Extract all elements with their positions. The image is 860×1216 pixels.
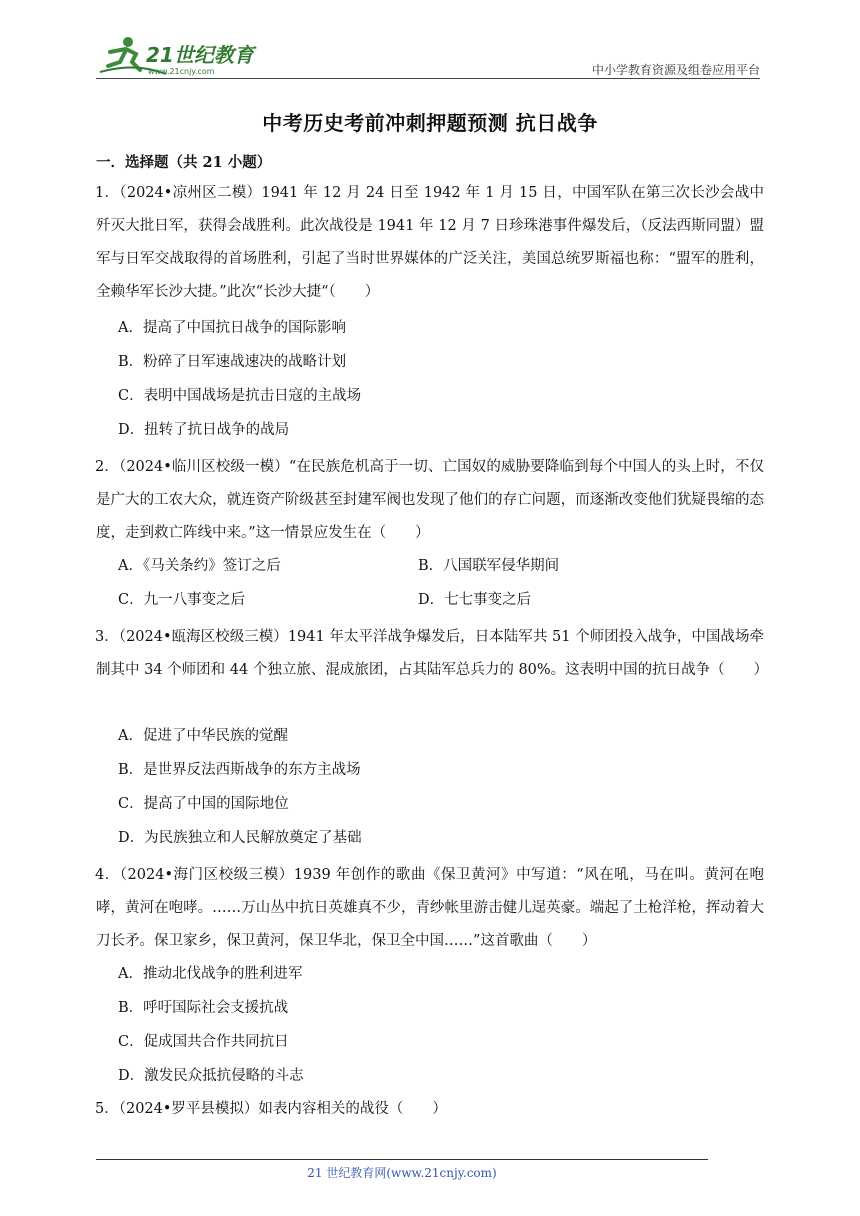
question-1 bbox=[96, 177, 764, 309]
site-logo bbox=[96, 32, 276, 80]
option-d[interactable]: D．扭转了抗日战争的战局 bbox=[118, 422, 290, 438]
option-d[interactable]: D．为民族独立和人民解放奠定了基础 bbox=[118, 830, 362, 846]
question-4 bbox=[96, 859, 764, 958]
page-header bbox=[96, 32, 760, 80]
svg-text:www.21cnjy.com: www.21cnjy.com bbox=[148, 67, 215, 76]
option-b[interactable]: B．呼吁国际社会支援抗战 bbox=[118, 1000, 289, 1016]
option-d[interactable]: D．激发民众抵抗侵略的斗志 bbox=[118, 1068, 304, 1084]
question-stem: 1．（2024•凉州区二模）1941 年 12 月 24 日至 1942 年 1 月 15 日，中国军队在第三次长沙会战中歼灭大批日军，获得会战胜利。此次战役是 1941 年 12 月 7 日珍珠港事件爆发后，（反法西斯同盟）盟军与日军交战取得的首场胜利，引起了当时世界媒体的广泛关注，美国总统罗斯福也称：“盟军的胜利，全赖华军长沙大捷。”此次“长沙大捷“（ ） bbox=[95, 185, 764, 300]
option-c[interactable]: C．促成国共合作共同抗日 bbox=[118, 1034, 289, 1050]
option-a[interactable]: A．促进了中华民族的觉醒 bbox=[118, 728, 288, 744]
question-stem: 3．（2024•瓯海区校级三模）1941 年太平洋战争爆发后，日本陆军共 51 个师团投入战争，中国战场牵制其中 34 个师团和 44 个独立旅、混成旅团，占其陆军总兵力的 80%。这表明中国的抗日战争（ ） bbox=[95, 629, 769, 678]
option-c[interactable]: C．提高了中国的国际地位 bbox=[118, 796, 289, 812]
option-a[interactable]: A．提高了中国抗日战争的国际影响 bbox=[118, 320, 346, 336]
section-heading: 一．选择题（共 21 小题） bbox=[96, 154, 272, 171]
header-platform-name: 中小学教育资源及组卷应用平台 bbox=[591, 63, 760, 77]
option-c[interactable]: C．九一八事变之后 bbox=[118, 592, 246, 608]
question-stem: 5．（2024•罗平县模拟）如表内容相关的战役（ ） bbox=[95, 1101, 447, 1117]
option-b[interactable]: B．是世界反法西斯战争的东方主战场 bbox=[118, 762, 361, 778]
header-divider bbox=[96, 78, 760, 79]
option-d[interactable]: D．七七事变之后 bbox=[418, 592, 532, 608]
question-stem: 2．（2024•临川区校级一模）“在民族危机高于一切、亡国奴的威胁要降临到每个中国人的头上时，不仅是广大的工农大众，就连资产阶级甚至封建军阀也发现了他们的存亡问题，而逐渐改变他们犹疑畏缩的态度，走到救亡阵线中来。”这一情景应发生在（ ） bbox=[95, 459, 764, 541]
option-a[interactable]: A．推动北伐战争的胜利进军 bbox=[118, 966, 303, 982]
option-b[interactable]: B．粉碎了日军速战速决的战略计划 bbox=[118, 354, 347, 370]
option-a[interactable]: A．《马关条约》签订之后 bbox=[118, 558, 281, 574]
question-5 bbox=[96, 1093, 764, 1126]
option-c[interactable]: C．表明中国战场是抗击日寇的主战场 bbox=[118, 388, 362, 404]
svg-text:21世纪教育: 21世纪教育 bbox=[146, 43, 254, 67]
footer-divider bbox=[96, 1159, 708, 1160]
question-2 bbox=[96, 451, 764, 550]
option-b[interactable]: B．八国联军侵华期间 bbox=[418, 558, 560, 574]
question-3 bbox=[95, 621, 769, 687]
question-stem: 4．（2024•海门区校级三模）1939 年创作的歌曲《保卫黄河》中写道：“风在吼，马在叫。黄河在咆哮，黄河在咆哮。……万山丛中抗日英雄真不少，青纱帐里游击健儿逞英豪。端起了土枪洋枪，挥动着大刀长矛。保卫家乡，保卫黄河，保卫华北，保卫全中国……”这首歌曲（ ） bbox=[95, 867, 764, 949]
page-title: 中考历史考前冲刺押题预测 抗日战争 bbox=[262, 111, 598, 135]
footer-text: 21 世纪教育网(www.21cnjy.com) bbox=[307, 1166, 497, 1180]
